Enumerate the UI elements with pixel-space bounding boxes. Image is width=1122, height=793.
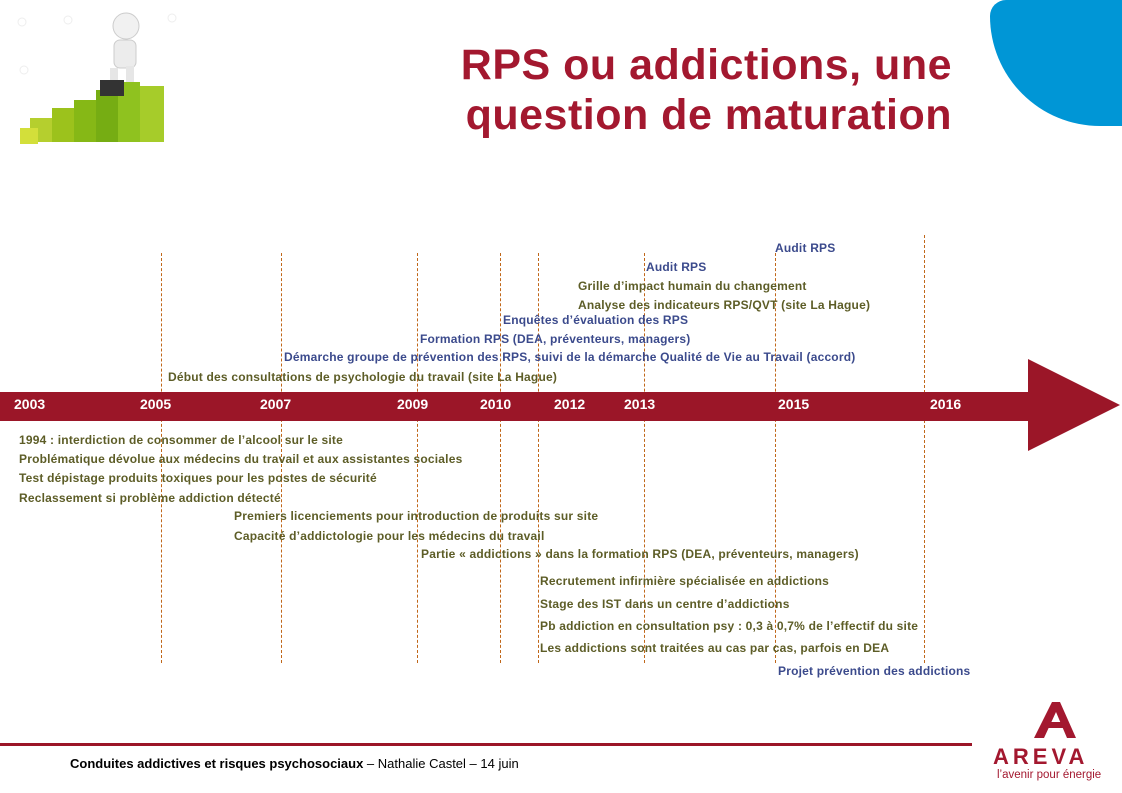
- title-line-1: RPS ou addictions, une: [460, 41, 952, 89]
- event-recrutement-infirmiere: Recrutement infirmière spécialisée en addictions: [540, 574, 830, 588]
- event-interdiction-alcool: 1994 : interdiction de consommer de l’alcool sur le site: [19, 433, 343, 447]
- footer-caption: [70, 756, 519, 771]
- event-analyse-indicateurs: Analyse des indicateurs RPS/QVT (site La Hague): [578, 298, 871, 312]
- event-enquetes-rps: Enquêtes d’évaluation des RPS: [503, 313, 689, 327]
- event-cas-par-cas: Les addictions sont traitées au cas par cas, parfois en DEA: [540, 641, 890, 655]
- event-grille-impact: Grille d’impact humain du changement: [578, 279, 807, 293]
- event-audit-rps-2015: Audit RPS: [775, 241, 836, 255]
- staircase-illustration: [0, 0, 185, 160]
- year-guide-2010: [500, 253, 501, 663]
- year-guide-2016: [924, 235, 925, 663]
- title-line-2: question de maturation: [465, 91, 952, 139]
- logo-tagline: l’avenir pour énergie: [997, 769, 1102, 781]
- event-pb-addiction-psy: Pb addiction en consultation psy : 0,3 à 0,7% de l’effectif du site: [540, 619, 919, 633]
- event-premiers-licenciements: Premiers licenciements pour introduction de produits sur site: [234, 509, 599, 523]
- event-stage-ist: Stage des IST dans un centre d’addictions: [540, 597, 790, 611]
- event-consultations-psychologie: Début des consultations de psychologie du travail (site La Hague): [168, 370, 558, 384]
- year-2010: 2010: [480, 396, 512, 412]
- year-2009: 2009: [397, 396, 429, 412]
- event-problematique-medecins: Problématique dévolue aux médecins du travail et aux assistantes sociales: [19, 452, 463, 466]
- event-test-depistage: Test dépistage produits toxiques pour les postes de sécurité: [19, 471, 377, 485]
- event-partie-addictions: Partie « addictions » dans la formation RPS (DEA, préventeurs, managers): [421, 547, 859, 561]
- corner-decoration: [990, 0, 1122, 126]
- footer-divider: [0, 743, 972, 746]
- year-2005: 2005: [140, 396, 172, 412]
- areva-logo-icon: [1030, 700, 1080, 740]
- year-2016: 2016: [930, 396, 962, 412]
- year-2013: 2013: [624, 396, 656, 412]
- year-2015: 2015: [778, 396, 810, 412]
- logo-name: AREVA: [993, 744, 1089, 769]
- event-reclassement: Reclassement si problème addiction détecté: [19, 491, 281, 505]
- year-2003: 2003: [14, 396, 46, 412]
- event-demarche-groupe: Démarche groupe de prévention des RPS, suivi de la démarche Qualité de Vie au Travail (accord): [284, 350, 856, 364]
- footer-author-date: – Nathalie Castel – 14 juin: [363, 756, 519, 771]
- event-projet-prevention: Projet prévention des addictions: [778, 664, 971, 678]
- event-capacite-addictologie: Capacité d’addictologie pour les médecins du travail: [234, 529, 545, 543]
- event-audit-rps-2013: Audit RPS: [646, 260, 707, 274]
- timeline-arrow-head: [1028, 359, 1120, 451]
- footer-title: Conduites addictives et risques psychosociaux: [70, 756, 364, 771]
- page-title: [461, 40, 952, 140]
- event-formation-rps: Formation RPS (DEA, préventeurs, managers): [420, 332, 691, 346]
- year-2007: 2007: [260, 396, 292, 412]
- year-2012: 2012: [554, 396, 586, 412]
